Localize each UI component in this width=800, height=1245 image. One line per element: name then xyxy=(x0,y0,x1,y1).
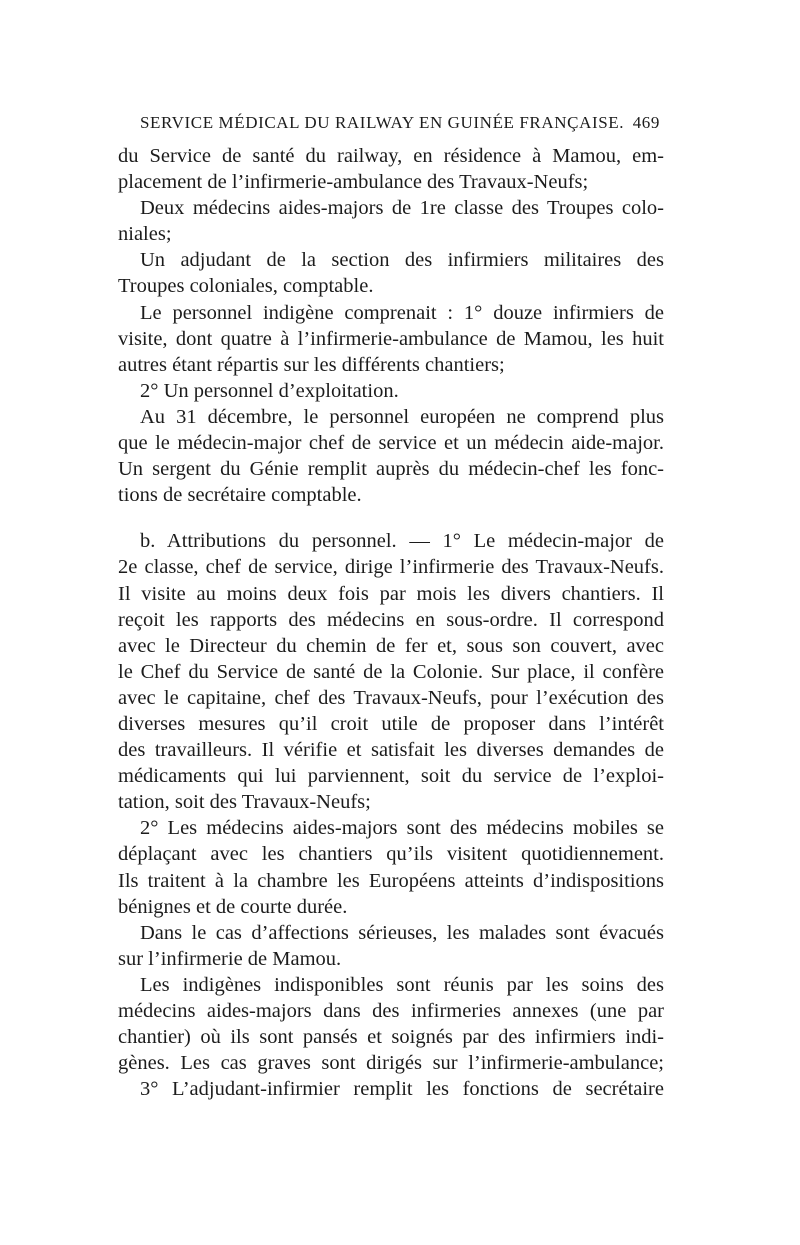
text-line: le Chef du Service de santé de la Colonie. Sur place, il confère xyxy=(118,660,664,683)
text-line: Au 31 décembre, le personnel européen ne comprend plus xyxy=(140,405,664,428)
text-line: visite, dont quatre à l’infirmerie-ambulance de Mamou, les huit xyxy=(118,327,664,350)
text-line: Dans le cas d’affections sérieuses, les malades sont évacués xyxy=(140,921,664,944)
text-line: médicaments qui lui parviennent, soit du service de l’exploi- xyxy=(118,765,664,788)
page-number: 469 xyxy=(632,113,660,132)
running-title: SERVICE MÉDICAL DU RAILWAY EN GUINÉE FRANÇAISE. xyxy=(140,113,625,132)
text-line: diverses mesures qu’il croit utile de proposer dans l’intérêt xyxy=(118,712,664,735)
text-line: Il visite au moins deux fois par mois les divers chantiers. Il xyxy=(118,582,664,605)
text-line: avec le Directeur du chemin de fer et, sous son couvert, avec xyxy=(118,634,664,657)
text-line: 2e classe, chef de service, dirige l’infirmerie des Travaux-Neufs. xyxy=(118,556,664,579)
text-line: 3° L’adjudant-infirmier remplit les fonctions de secrétaire xyxy=(140,1078,664,1101)
text-line: Un adjudant de la section des infirmiers militaires des xyxy=(140,249,664,272)
text-line: Deux médecins aides-majors de 1re classe des Troupes colo- xyxy=(140,197,664,220)
text-line: Les indigènes indisponibles sont réunis par les soins des xyxy=(140,973,664,996)
text-line: autres étant répartis sur les différents chantiers; xyxy=(118,353,505,376)
text-line: avec le capitaine, chef des Travaux-Neufs, pour l’exécution des xyxy=(118,686,664,709)
text-line: Un sergent du Génie remplit auprès du médecin-chef les fonc- xyxy=(118,458,664,481)
text-line: déplaçant avec les chantiers qu’ils visitent quotidiennement. xyxy=(118,843,664,866)
text-line: Troupes coloniales, comptable. xyxy=(118,275,374,298)
text-line: Le personnel indigène comprenait : 1° douze infirmiers de xyxy=(140,301,664,324)
text-line: bénignes et de courte durée. xyxy=(118,895,348,918)
text-line: du Service de santé du railway, en résidence à Mamou, em- xyxy=(118,145,664,167)
text-line: des travailleurs. Il vérifie et satisfait les diverses demandes de xyxy=(118,739,664,762)
section-heading-line: b. Attributions du personnel. — 1° Le médecin-major de xyxy=(140,530,664,553)
text-line: que le médecin-major chef de service et un médecin aide-major. xyxy=(118,432,664,455)
text-line: 2° Les médecins aides-majors sont des médecins mobiles se xyxy=(140,817,664,840)
running-header xyxy=(140,113,660,137)
text-line: reçoit les rapports des médecins en sous-ordre. Il correspond xyxy=(118,608,664,631)
text-line: sur l’infirmerie de Mamou. xyxy=(118,947,342,970)
paragraph-gap xyxy=(118,508,664,528)
body-text xyxy=(118,143,664,1102)
text-line: Ils traitent à la chambre les Européens atteints d’indispositions xyxy=(118,869,664,892)
text-line: médecins aides-majors dans des infirmeries annexes (une par xyxy=(118,1000,664,1022)
text-line: niales; xyxy=(118,223,172,246)
text-line: 2° Un personnel d’exploitation. xyxy=(140,379,399,402)
text-line: placement de l’infirmerie-ambulance des Travaux-Neufs; xyxy=(118,171,589,194)
text-line: chantier) où ils sont pansés et soignés par des infirmiers indi- xyxy=(118,1026,664,1049)
text-line: tions de secrétaire comptable. xyxy=(118,484,362,507)
text-line: gènes. Les cas graves sont dirigés sur l’infirmerie-ambulance; xyxy=(118,1052,664,1075)
text-line: tation, soit des Travaux-Neufs; xyxy=(118,791,371,814)
